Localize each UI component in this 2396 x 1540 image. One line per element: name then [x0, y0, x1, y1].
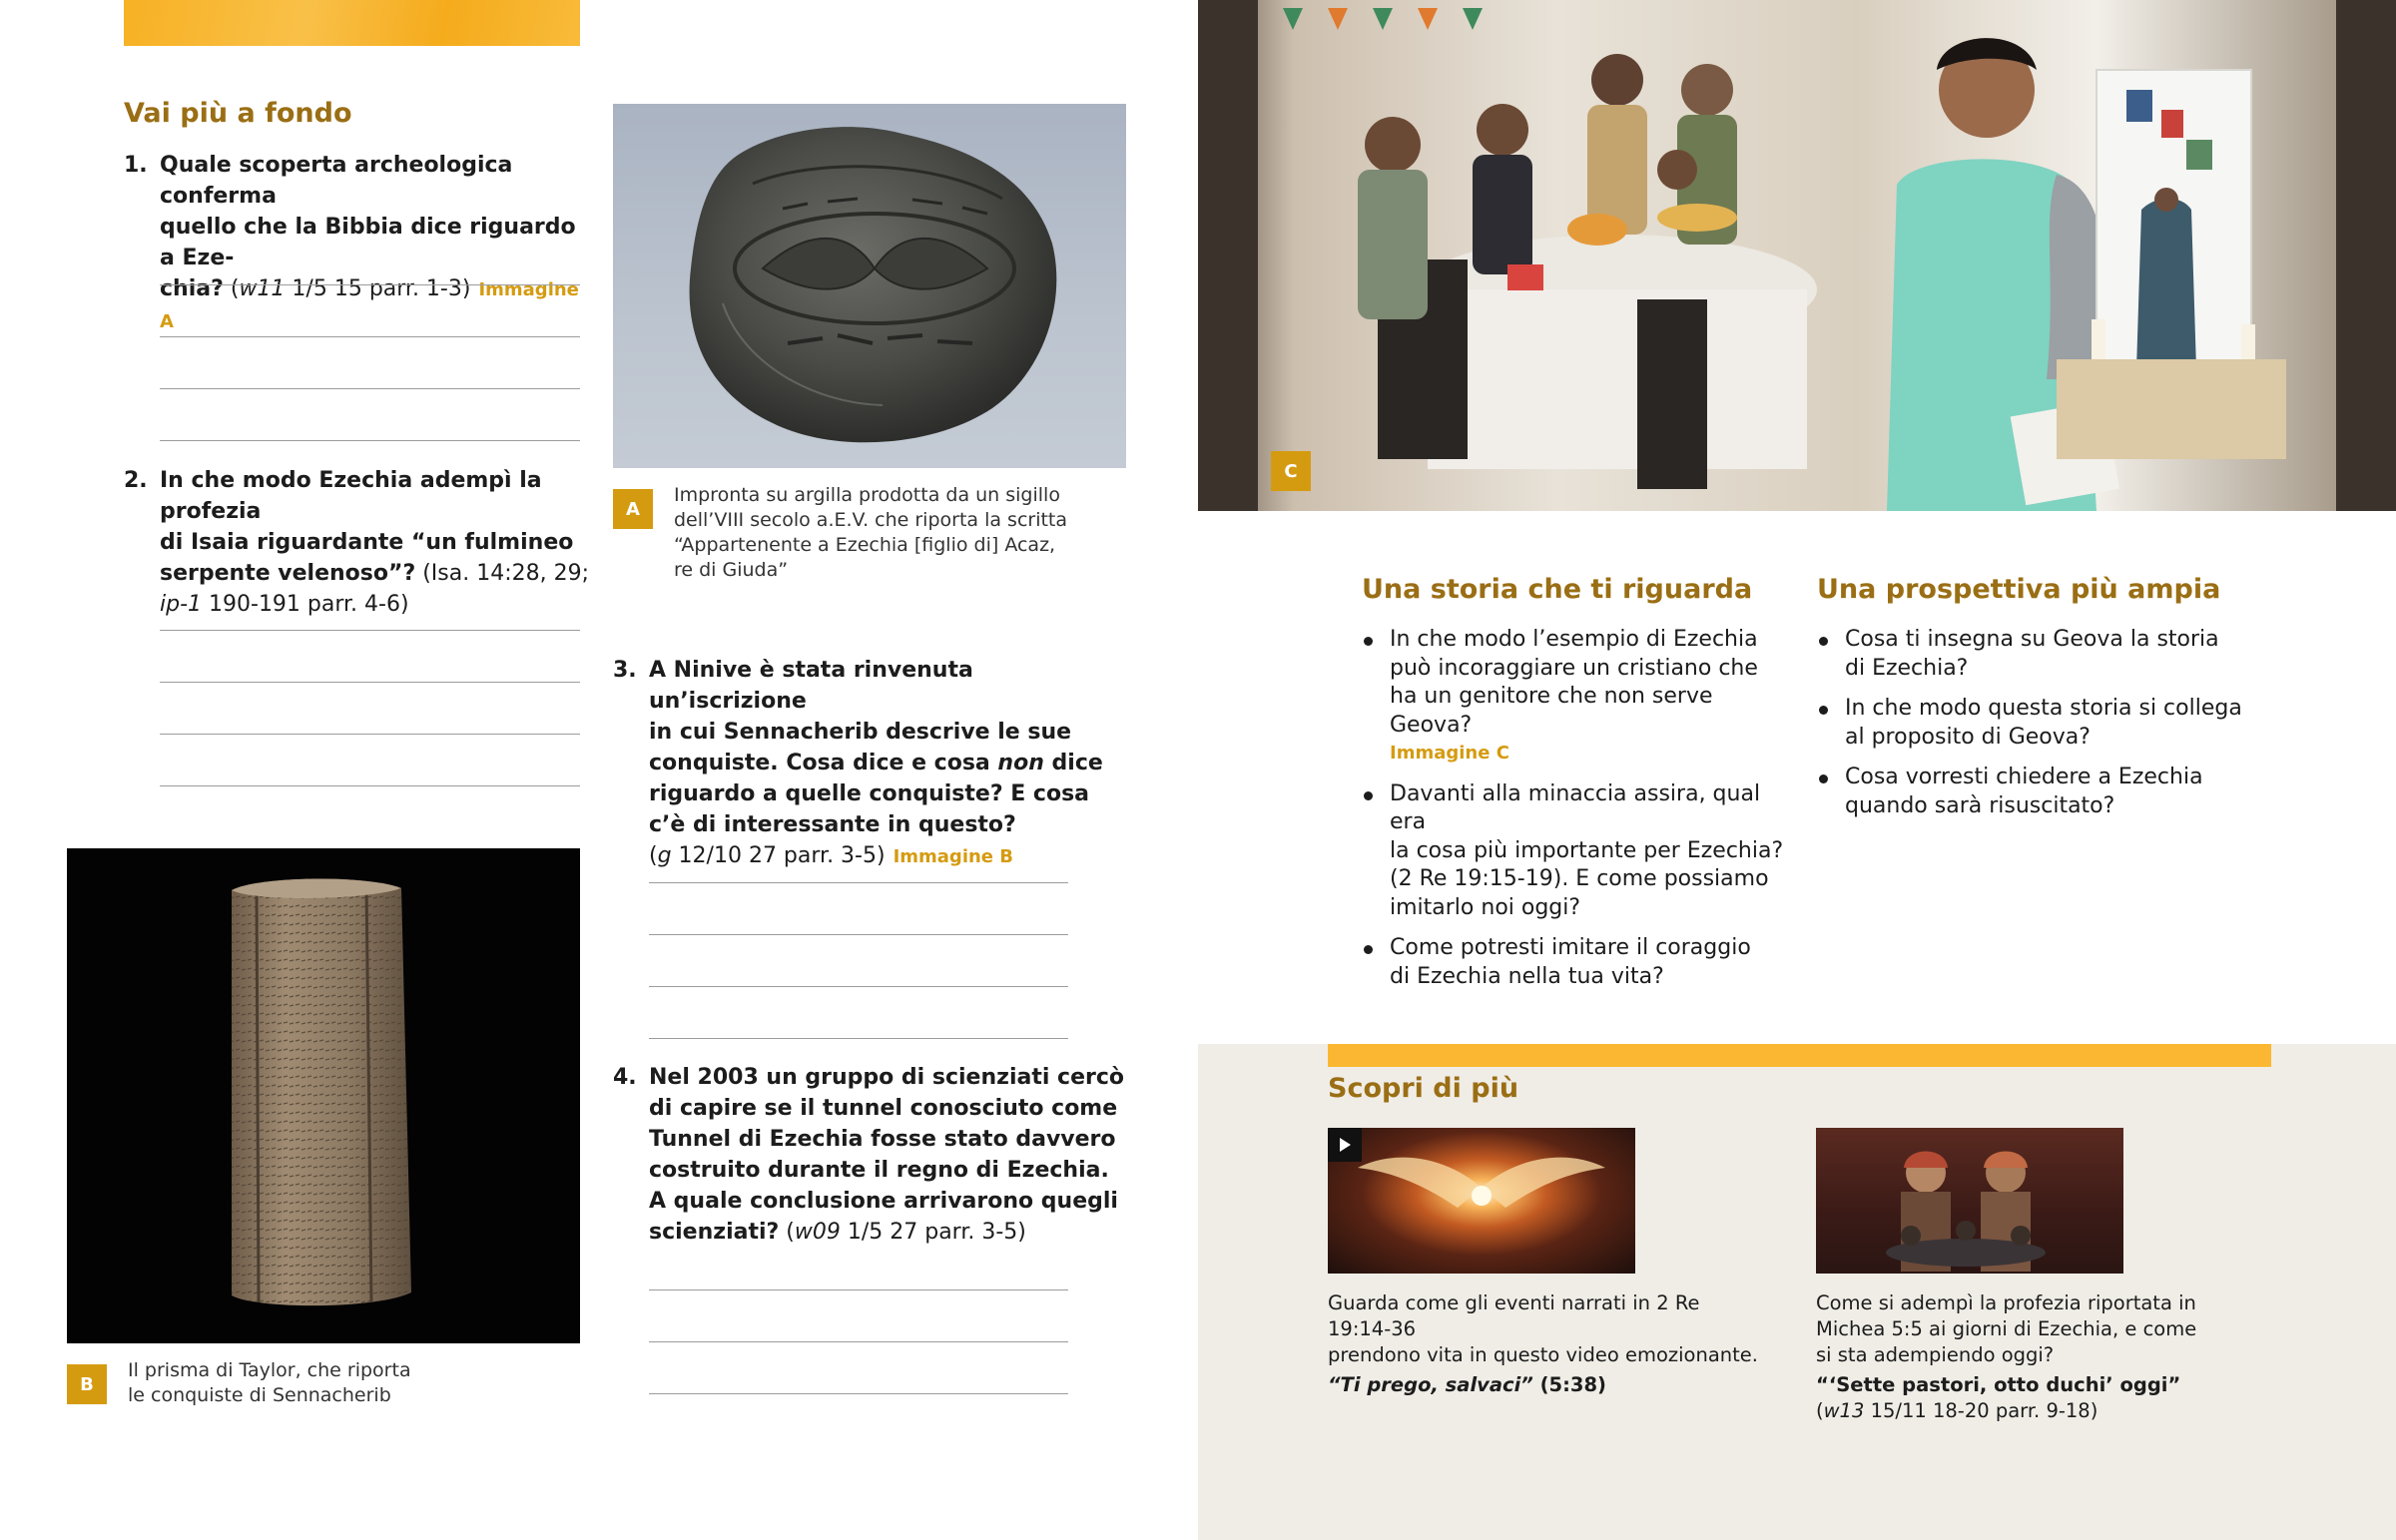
perspective-question-item: Cosa vorresti chiedere a Ezechia quando sarà risuscitato?	[1817, 764, 2256, 820]
question-text-line: riguardo a quelle conquiste? E cosa	[649, 781, 1090, 806]
perspective-question-item: Cosa ti insegna su Geova la storia di Ezechia?	[1817, 626, 2256, 683]
section-title-una-storia: Una storia che ti riguarda	[1362, 574, 1753, 605]
answer-line[interactable]	[649, 934, 1068, 935]
family-dinner-image	[1198, 0, 2396, 511]
question-text-line: c’è di interessante in questo?	[649, 812, 1016, 837]
story-question-item: Come potresti imitare il coraggio di Ezechia nella tua vita?	[1362, 934, 1791, 991]
question-1: 1. Quale scoperta archeologica conferma quello che la Bibbia dice riguardo a Eze- chia? (w11 1/5 15 parr. 1-3) Immagine A	[124, 150, 593, 337]
answer-line[interactable]	[649, 1341, 1068, 1342]
answer-line[interactable]	[160, 388, 580, 389]
answer-line[interactable]	[649, 882, 1068, 883]
top-yellow-band	[124, 0, 580, 46]
answer-line[interactable]	[160, 284, 580, 285]
question-text-line: chia?	[160, 276, 224, 301]
article-thumbnail[interactable]	[1816, 1128, 2123, 1274]
question-number: 3.	[613, 658, 637, 683]
image-reference-a: Immagine A	[160, 279, 579, 332]
question-number: 4.	[613, 1065, 637, 1090]
reference-publication: w13	[1823, 1399, 1865, 1422]
video-duration: (5:38)	[1532, 1373, 1606, 1396]
clay-seal-photo	[613, 104, 1126, 468]
answer-line[interactable]	[160, 785, 580, 786]
question-text-line: In che modo Ezechia adempì la profezia	[160, 468, 542, 524]
question-text-line: quello che la Bibbia dice riguardo a Eze-	[160, 215, 576, 270]
answer-line[interactable]	[649, 1289, 1068, 1290]
reference-publication: g	[657, 843, 672, 868]
figure-b-caption: Il prisma di Taylor, che riporta le conquiste di Sennacherib	[128, 1359, 411, 1406]
perspective-question-item: In che modo questa storia si collega al proposito di Geova?	[1817, 695, 2256, 752]
reference-publication: w09	[794, 1220, 841, 1245]
answer-line[interactable]	[160, 682, 580, 683]
reference-publication: w11	[239, 276, 286, 301]
answer-line[interactable]	[649, 1393, 1068, 1394]
figure-b-badge: B	[67, 1364, 107, 1404]
question-text-line: in cui Sennacherib descrive le sue	[649, 720, 1072, 745]
question-text-line: costruito durante il regno di Ezechia.	[649, 1158, 1109, 1183]
reference-publication: ip-1	[160, 592, 203, 617]
question-text-line: A Ninive è stata rinvenuta un’iscrizione	[649, 658, 973, 714]
question-text-line: di Isaia riguardante “un fulmineo	[160, 530, 574, 555]
story-question-item: Davanti alla minaccia assira, qual era la cosa più importante per Ezechia? (2 Re 19:15-19). E come possiamo imitarlo noi oggi?	[1362, 780, 1791, 923]
question-number: 2.	[124, 468, 148, 493]
question-text-line: Tunnel di Ezechia fosse stato davvero	[649, 1127, 1116, 1152]
section-title-vai-piu-a-fondo: Vai più a fondo	[124, 98, 352, 129]
figure-a-badge: A	[613, 489, 653, 529]
question-2	[124, 465, 593, 620]
reference: 190-191 parr. 4-6)	[202, 592, 409, 617]
section-title-scopri-di-piu: Scopri di più	[1328, 1073, 1519, 1104]
image-reference-b: Immagine B	[893, 846, 1013, 867]
reference: 12/10 27 parr. 3-5)	[671, 843, 886, 868]
play-icon[interactable]	[1328, 1128, 1362, 1162]
answer-line[interactable]	[160, 336, 580, 337]
reference: 1/5 15 parr. 1-3)	[285, 276, 471, 301]
answer-line[interactable]	[649, 1038, 1068, 1039]
video-title-link[interactable]: “Ti prego, salvaci”	[1328, 1373, 1533, 1396]
answer-line[interactable]	[160, 734, 580, 735]
figure-a-caption: Impronta su argilla prodotta da un sigillo dell’VIII secolo a.E.V. che riporta la scritta “Appartenente a Ezechia [figlio di] Acaz, re di Giuda”	[674, 484, 1068, 581]
story-question-list	[1362, 626, 1791, 1003]
answer-line[interactable]	[649, 986, 1068, 987]
image-reference-c: Immagine C	[1390, 743, 1509, 764]
family-dinner-photo	[1198, 0, 2396, 511]
question-number: 1.	[124, 153, 148, 178]
question-4: 4. Nel 2003 un gruppo di scienziati cercò di capire se il tunnel conosciuto come Tunnel di Ezechia fosse stato davvero costruito durante il regno di Ezechia. A quale conclusione arrivarono quegli scienziati? (w09 1/5 27 parr. 3-5)	[613, 1062, 1132, 1248]
question-3: 3. A Ninive è stata rinvenuta un’iscrizione in cui Sennacherib descrive le sue conquiste. Cosa dice e cosa non dice riguardo a quelle conquiste? E cosa c’è di interessante in questo? (g 12/10 27 parr. 3-5) Immagine B	[613, 655, 1132, 872]
section-title-prospettiva: Una prospettiva più ampia	[1817, 574, 2221, 605]
question-text-line: A quale conclusione arrivarono quegli	[649, 1189, 1118, 1214]
video-description: Guarda come gli eventi narrati in 2 Re 19:14-36 prendono vita in questo video emozionante. “Ti prego, salvaci” (5:38)	[1328, 1291, 1758, 1396]
figure-c-badge: C	[1271, 451, 1311, 491]
answer-line[interactable]	[160, 630, 580, 631]
perspective-question-list	[1817, 626, 2256, 832]
question-text-line: Nel 2003 un gruppo di scienziati cercò	[649, 1065, 1125, 1090]
reference: 1/5 27 parr. 3-5)	[840, 1220, 1026, 1245]
article-description: Come si adempì la profezia riportata in Michea 5:5 ai giorni di Ezechia, e come si sta adempiendo oggi? “‘Sette pastori, otto duchi’ oggi” (w13 15/11 18-20 parr. 9-18)	[1816, 1291, 2197, 1422]
shepherds-and-dukes-image	[1816, 1128, 2123, 1274]
question-text-line: di capire se il tunnel conosciuto come	[649, 1096, 1118, 1121]
answer-line[interactable]	[160, 440, 580, 441]
story-question-item: In che modo l’esempio di Ezechia può incoraggiare un cristiano che ha un genitore che non serve Geova? Immagine C	[1362, 626, 1791, 769]
angel-wings-image	[1328, 1128, 1635, 1274]
question-text-line: Quale scoperta archeologica conferma	[160, 153, 513, 209]
question-text-line: serpente velenoso”?	[160, 561, 416, 586]
clay-seal-image	[613, 104, 1126, 468]
reference: (Isa. 14:28, 29;	[415, 561, 590, 586]
reference: 15/11 18-20 parr. 9-18)	[1864, 1399, 2098, 1422]
video-thumbnail[interactable]	[1328, 1128, 1635, 1274]
more-panel-bar	[1328, 1044, 2271, 1067]
taylor-prism-image	[67, 848, 580, 1343]
taylor-prism-photo	[67, 848, 580, 1343]
article-title-link[interactable]: “‘Sette pastori, otto duchi’ oggi”	[1816, 1373, 2181, 1396]
